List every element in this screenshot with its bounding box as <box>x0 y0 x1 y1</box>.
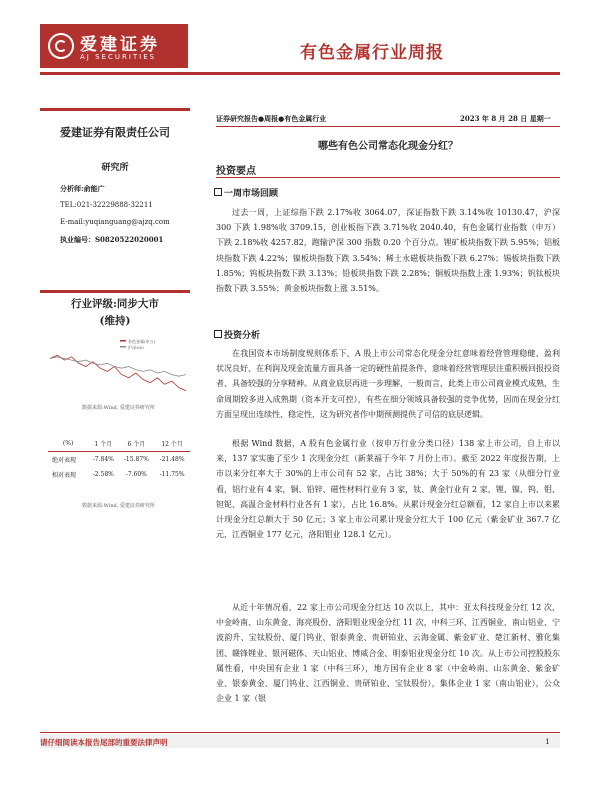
legend-label-1: 有色金属(申万) <box>128 339 156 344</box>
legend-swatch-1 <box>120 340 126 342</box>
paragraph-market-review: 过去一周，上证综指下跌 2.17%收 3064.07，深证指数下跌 3.14%收 10130.47，沪深 300 下跌 1.98%收 3709.15，创业板指下跌 3.71%收 2040.40，有色金属行业指数（申万）下跌 2.18%收 4257.82，跑输沪深 300 指数 0.20 个百分点。锂矿板块指数下跌 5.95%；铝板块指数下跌 4.22%；镍板块指数下跌 3.54%；稀土永磁板块指数下跌 6.27%；锡板块指数下跌 1.85%；钨板块指数下跌 3.13%；铅板块指数下跌 2.28%；铜板块指数上涨 1.93%；钒钛板块指数下跌 3.55%；黄金板块指数上涨 3.51%。 <box>216 208 560 294</box>
checkbox-bullet-icon <box>214 188 222 196</box>
rating-line-1: 行业评级:同步大市 <box>71 298 159 310</box>
table-cell: -11.75% <box>159 471 185 478</box>
key-points-divider <box>216 177 560 178</box>
key-points-heading: 投资要点 <box>216 166 256 177</box>
row-label: 相对表现 <box>52 472 77 479</box>
row-label: 绝对表现 <box>52 457 77 464</box>
paragraph-analysis-2: 根据 Wind 数据，A 股有色金属行业（按申万行业分类口径）138 家上市公司，自上市以来，137 家实施了至少 1 次现金分红（新莱福于今年 7 月份上市）。截至 2022 年度报告期，上市以来分红率大于 30%的上市公司有 52 家，占比 38%；大于 50%的有 23 家（从细分行业看，铝行业有 4 家，铜、铅锌、磁性材料行业有 3 家，钛、黄金行业有 2 家，锂、镍、钨、钼、钽铌、高温合金材料行业各有 1 家），占比 16.8%。从累计现金分红总额看，12 家自上市以来累计现金分红总额大于 50 亿元；3 家上市公司累计现金分红大于 100 亿元（紫金矿业 367.7 亿元，江西铜业 177 亿元，洛阳钼业 128.1 亿元）。 <box>216 439 560 540</box>
report-date: 2023 年 8 月 28 日 星期一 <box>460 114 551 123</box>
table-header: 12 个月 <box>154 436 190 452</box>
page-number: 1 <box>545 737 550 746</box>
table-header: (%) <box>48 436 88 452</box>
table-header: 1 个月 <box>88 436 118 452</box>
paragraph-analysis-1: 在我国资本市场制度规则体系下，A 股上市公司常态化现金分红意味着经营管理稳健、盈利状况良好、在利润及现金流量方面具备一定的硬性前提条件，意味着经营管理层注重积极回报投资者、具备较强的分享精神。从商业底层再进一步理解，一般而言，此类上市公司商业模式成熟，生命周期较多进入成熟期（资本开支可控），有些在细分领域具备较强的竞争优势，因而在现金分红方面呈现出连续性、稳定性，这为研究者作中期预测提供了可信的底层逻辑。 <box>216 349 560 419</box>
analyst-name: 分析师:俞能广 <box>60 184 105 193</box>
logo-mark-icon <box>48 33 74 59</box>
section-title: 一周市场回顾 <box>224 189 279 199</box>
report-headline: 哪些有色公司常态化现金分红？ <box>318 141 458 152</box>
company-logo <box>40 24 188 68</box>
paragraph-analysis-3: 从近十年情况看，22 家上市公司现金分红达 10 次以上，其中：亚太科技现金分红 12 次，中金岭南、山东黄金、海亮股份、洛阳钼业现金分红 11 次，中科三环、江西铜业、南山铝业、宁波韵升、宝钛股份、厦门钨业、银泰黄金、贵研铂业、云海金属、紫金矿业、楚江新材、雅化集团、赣锋锂业、银河磁体、天山铝业、博威合金、明泰铝业现金分红 10 次。从上市公司控股股东属性看，中央国有企业 1 家（中科三环），地方国有企业 8 家（中金岭南、山东黄金、紫金矿业、银泰黄金、厦门钨业、江西铜业、贵研铂业、宝钛股份），集体企业 1 家（南山铝业），公众企业 1 家（银 <box>216 603 560 704</box>
report-category: 证券研究报告●周报●有色金属行业 <box>216 114 327 123</box>
company-name: 爱建证券有限责任公司 <box>60 126 170 139</box>
table-source: 数据来源:Wind, 爱建证券研究所 <box>82 503 155 509</box>
logo-text-cn: 爱建证券 <box>80 35 160 55</box>
logo-text-en: AJ SECURITIES <box>80 53 157 61</box>
sidebar-top-bar <box>40 108 190 111</box>
table-cell: -7.84% <box>92 456 114 463</box>
table-cell: -7.60% <box>125 471 147 478</box>
section-market-review <box>214 186 278 199</box>
analyst-email[interactable]: E-mail:yuqianguang@ajzq.com <box>60 218 170 226</box>
chart-source: 数据来源:Wind, 爱建证券研究所 <box>82 405 155 411</box>
chart-svg <box>48 338 188 398</box>
section-investment-analysis <box>214 328 260 341</box>
series-line <box>50 355 186 391</box>
analyst-tel: TEL:021-32229888-32211 <box>60 201 153 209</box>
table-cell: -15.87% <box>123 456 149 463</box>
legal-disclaimer: 请仔细阅读本报告尾部的重要法律声明 <box>40 738 168 747</box>
table-cell: -21.48% <box>159 456 185 463</box>
table-header-row <box>48 436 190 452</box>
section-title: 投资分析 <box>224 331 261 341</box>
table-header: 6 个月 <box>118 436 154 452</box>
rating-line-2: (维持) <box>99 315 131 327</box>
table-row <box>48 452 190 468</box>
performance-chart <box>48 338 188 398</box>
table-cell: -2.58% <box>92 471 114 478</box>
rating-divider <box>40 290 190 293</box>
checkbox-bullet-icon <box>214 330 222 338</box>
department-name: 研究所 <box>101 163 129 173</box>
industry-rating <box>40 296 190 330</box>
meta-divider <box>216 126 560 127</box>
report-title: 有色金属行业周报 <box>300 43 444 63</box>
table-row <box>48 467 190 482</box>
legend-label-2: 沪深300 <box>128 345 144 350</box>
footer-divider <box>40 732 560 733</box>
series-line <box>50 357 186 376</box>
legend-swatch-2 <box>120 346 126 348</box>
license-number: 执业编号：S0820522020001 <box>60 235 164 244</box>
performance-table <box>48 436 190 482</box>
header-divider <box>40 72 560 75</box>
